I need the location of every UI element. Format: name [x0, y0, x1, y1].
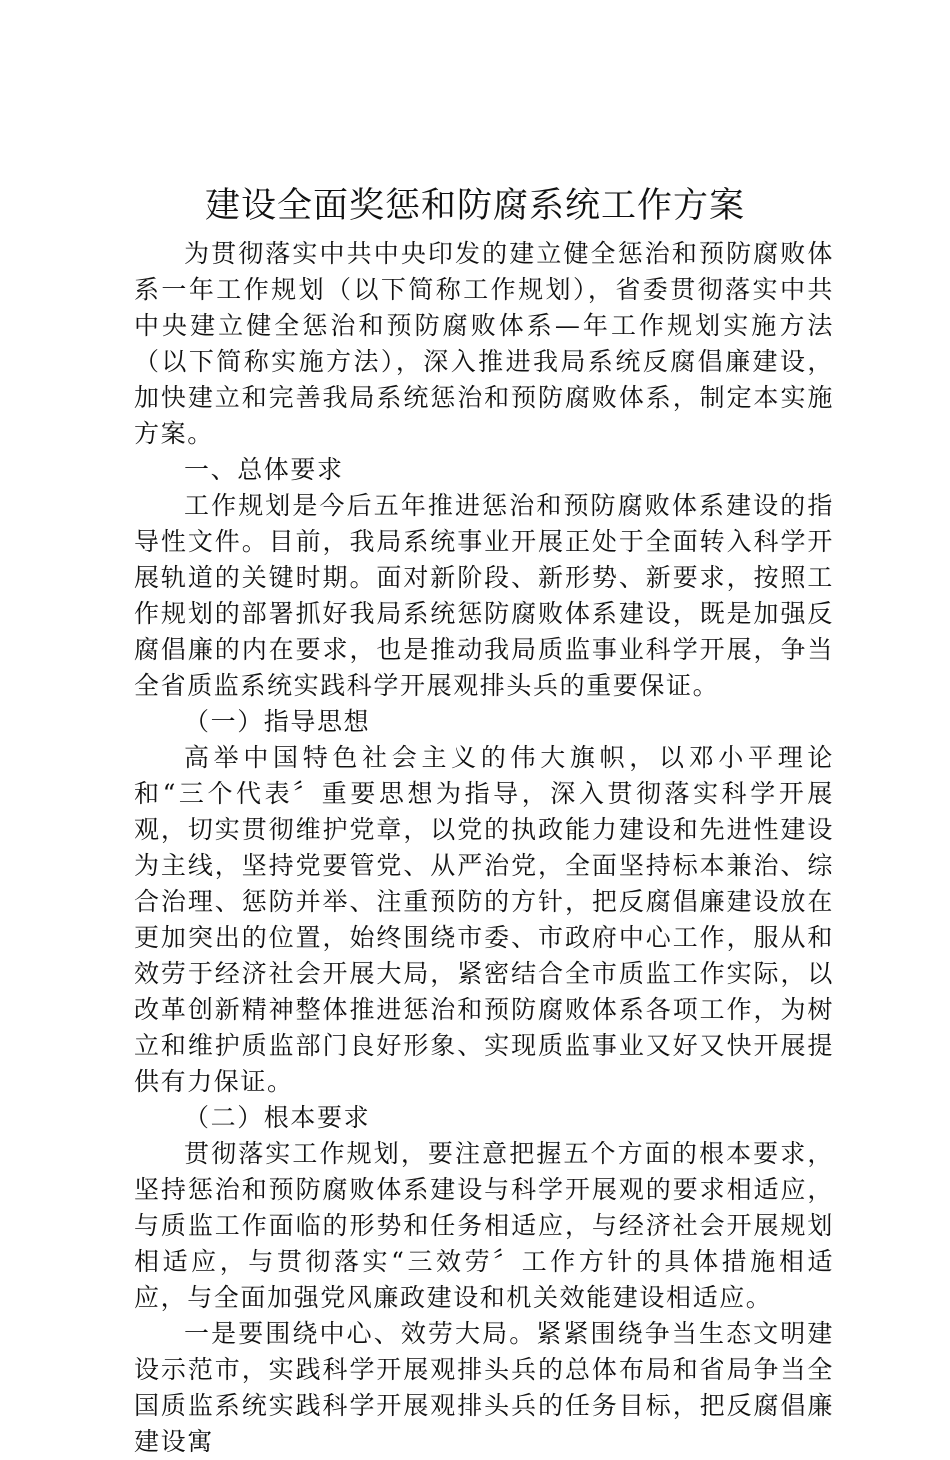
subsection-heading-basic-requirements: （二）根本要求 — [184, 1103, 371, 1132]
body-paragraph: 工作规划是今后五年推进惩治和预防腐败体系建设的指导性文件。目前，我局系统事业开展正处于全面转入科学开展轨道的关键时期。面对新阶段、新形势、新要求，按照工作规划的部署抓好我局系统惩防腐败体系建设，既是加强反腐倡廉的内在要求，也是推动我局质监事业科学开展，争当全省质监系统实践科学开展观排头兵的重要保证。 — [134, 491, 834, 700]
document-body — [134, 236, 834, 1460]
subsection-heading-guiding-ideology: （一）指导思想 — [184, 707, 371, 736]
document-title: 建设全面奖惩和防腐系统工作方案 — [204, 186, 745, 226]
body-paragraph: 一是要围绕中心、效劳大局。紧紧围绕争当生态文明建设示范市，实践科学开展观排头兵的总体布局和省局争当全国质监系统实践科学开展观排头兵的任务目标，把反腐倡廉建设寓 — [134, 1319, 834, 1456]
intro-paragraph: 为贯彻落实中共中央印发的建立健全惩治和预防腐败体系一年工作规划（以下简称工作规划），省委贯彻落实中共中央建立健全惩治和预防腐败体系—年工作规划实施方法（以下简称实施方法），深入推进我局系统反腐倡廉建设，加快建立和完善我局系统惩治和预防腐败体系，制定本实施方案。 — [134, 239, 834, 448]
body-paragraph: 高举中国特色社会主义的伟大旗帜，以邓小平理论和“三个代表〞重要思想为指导，深入贯彻落实科学开展观，切实贯彻维护党章，以党的执政能力建设和先进性建设为主线，坚持党要管党、从严治党，全面坚持标本兼治、综合治理、惩防并举、注重预防的方针，把反腐倡廉建设放在更加突出的位置，始终围绕市委、市政府中心工作，服从和效劳于经济社会开展大局，紧密结合全市质监工作实际，以改革创新精神整体推进惩治和预防腐败体系各项工作，为树立和维护质监部门良好形象、实现质监事业又好又快开展提供有力保证。 — [134, 743, 834, 1096]
section-heading-general-requirements: 一、总体要求 — [184, 455, 344, 484]
body-paragraph: 贯彻落实工作规划，要注意把握五个方面的根本要求，坚持惩治和预防腐败体系建设与科学开展观的要求相适应，与质监工作面临的形势和任务相适应，与经济社会开展规划相适应，与贯彻落实“三效劳〞工作方针的具体措施相适应，与全面加强党风廉政建设和机关效能建设相适应。 — [134, 1139, 834, 1312]
